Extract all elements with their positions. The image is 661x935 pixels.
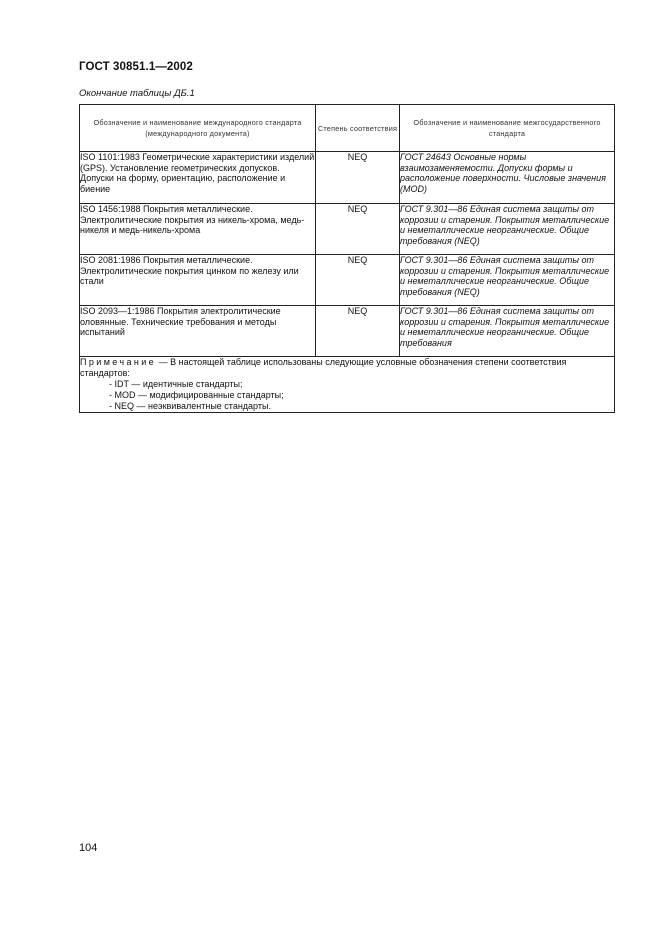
cell-degree: NEQ (316, 152, 400, 204)
standards-table (79, 104, 615, 413)
cell-international-standard: ISO 1456:1988 Покрытия металлические. Электролитические покрытия из никель-хрома, медь-никеля и медь-никель-хрома (80, 204, 316, 255)
table-row (80, 152, 615, 204)
document-header: ГОСТ 30851.1—2002 (79, 61, 193, 73)
cell-degree: NEQ (316, 306, 400, 357)
table-row (80, 306, 615, 357)
cell-international-standard: ISO 2093—1:1986 Покрытия электролитические оловянные. Технические требования и методы испытаний (80, 306, 316, 357)
cell-international-standard: ISO 2081:1986 Покрытия металлические. Электролитические покрытия цинком по железу или стали (80, 255, 316, 306)
page-number: 104 (79, 842, 98, 854)
header-international-standard: Обозначение и наименование международного стандарта (международного документа) (80, 105, 316, 152)
table-row (80, 204, 615, 255)
cell-degree: NEQ (316, 204, 400, 255)
cell-interstate-standard: ГОСТ 24643 Основные нормы взаимозаменяемости. Допуски формы и расположение поверхности. Числовые значения (MOD) (400, 152, 615, 204)
cell-interstate-standard: ГОСТ 9.301—86 Единая система защиты от коррозии и старения. Покрытия металлические и неметаллические неорганические. Общие требования (NEQ) (400, 204, 615, 255)
note-label: Примечание (80, 357, 157, 367)
note-body: — В настоящей таблице использованы следующие условные обозначения степени соответствия стандартов: (80, 357, 567, 378)
table-note (80, 357, 615, 413)
header-interstate-standard: Обозначение и наименование межгосударственного стандарта (400, 105, 615, 152)
note-text (80, 357, 614, 379)
table-header-row (80, 105, 615, 152)
header-degree-of-conformity: Степень соответствия (316, 105, 400, 152)
table-row (80, 255, 615, 306)
note-item-mod: - MOD — модифицированные стандарты; (109, 390, 284, 400)
cell-international-standard: ISO 1101:1983 Геометрические характеристики изделий (GPS). Установление геометрических допусков. Допуски на форму, ориентацию, расположение и биение (80, 152, 316, 204)
cell-degree: NEQ (316, 255, 400, 306)
note-item-neq: - NEQ — неэквивалентные стандарты. (109, 401, 271, 411)
cell-interstate-standard: ГОСТ 9.301—86 Единая система защиты от коррозии и старения. Покрытия металлические и неметаллические неорганические. Общие требования (NEQ) (400, 255, 615, 306)
cell-interstate-standard: ГОСТ 9.301—86 Единая система защиты от коррозии и старения. Покрытия металлические и неметаллические неорганические. Общие требования (400, 306, 615, 357)
table-caption: Окончание таблицы ДБ.1 (79, 88, 195, 99)
note-item-idt: - IDT — идентичные стандарты; (109, 379, 243, 389)
table-note-row (80, 357, 615, 413)
